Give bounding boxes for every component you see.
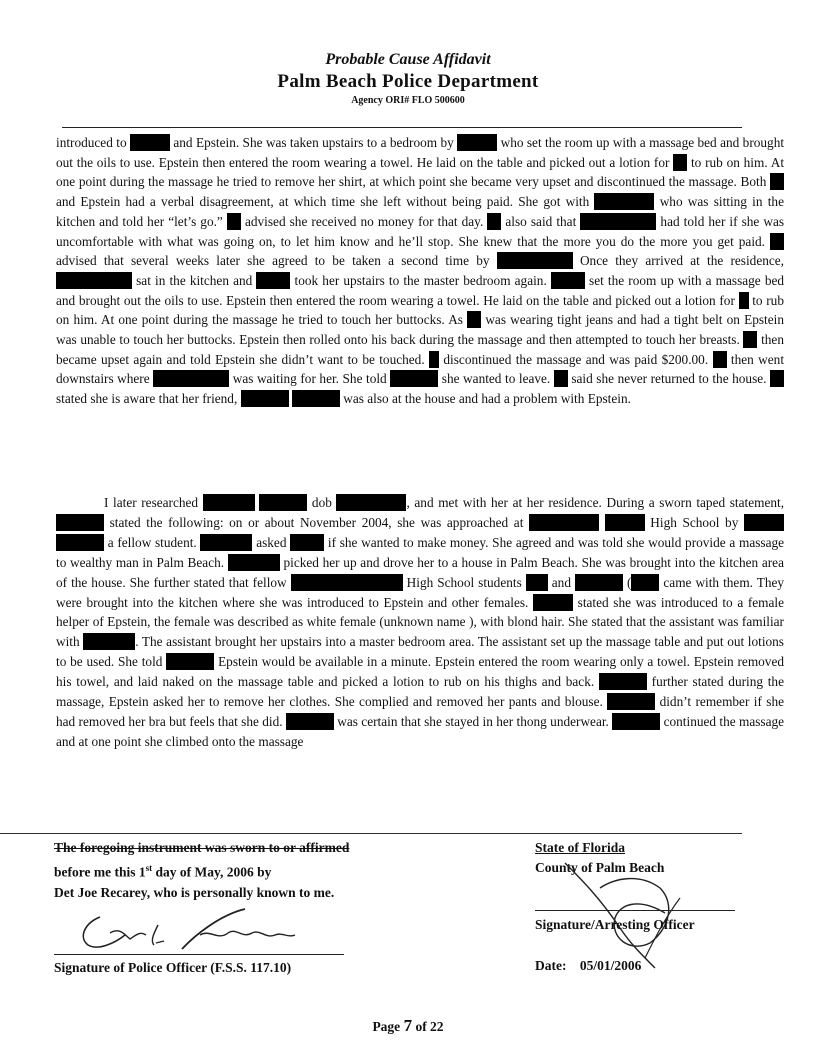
redaction-box (153, 370, 229, 387)
redaction-box (739, 292, 749, 309)
text-span: stated she was introduced to a female helper of Epstein, the female was described as white female (unknown name ), with blond hair. She stated that the assistant was familiar with (56, 594, 785, 650)
redaction-box (673, 154, 687, 171)
redaction-box (336, 494, 406, 511)
redaction-box (291, 574, 403, 591)
redaction-box (487, 213, 501, 230)
text-span: asked (256, 534, 287, 550)
redaction-box (631, 574, 659, 591)
redaction-box (551, 272, 585, 289)
date-label: Date: (535, 958, 567, 973)
text-span: to rub on him. At one point during the massage he tried to touch her buttocks. As (56, 292, 784, 328)
text-span: who was sitting in the kitchen and told her “let’s go.” (56, 194, 784, 229)
text-span: introduced to (56, 135, 127, 150)
police-officer-signature (70, 905, 300, 960)
text-span: advised that several weeks later she agreed to be taken a second time by (56, 253, 490, 269)
redaction-box (166, 653, 214, 670)
redaction-box (612, 713, 660, 730)
text-span: if she wanted to make money. She agreed and was told she would provide a massage to wealthy man in Palm Beach. (56, 534, 785, 570)
arresting-signature-line (535, 910, 735, 911)
text-span: was also at the house and had a problem with Epstein. (343, 391, 631, 407)
date-row (535, 958, 641, 974)
redaction-box (203, 494, 255, 511)
text-span: , and met with her at her residence. During a sworn taped statement, (406, 495, 785, 510)
redaction-box (256, 272, 290, 289)
text-span: she wanted to leave. (441, 371, 551, 387)
sworn-superscript: st (145, 863, 153, 873)
text-span: Once they arrived at the residence, (579, 253, 784, 269)
arresting-officer-label: Signature/Arresting Officer (535, 917, 695, 932)
text-span: advised she received no money for that day. (244, 213, 484, 229)
redaction-box (607, 693, 655, 710)
redaction-box (228, 554, 280, 571)
text-span: didn’t remember if she had removed her bra but feels that she did. (56, 694, 784, 729)
text-span: dob (311, 495, 332, 510)
redaction-box (241, 390, 289, 407)
redaction-box (56, 514, 104, 531)
text-span: was waiting for her. She told (232, 371, 387, 387)
redaction-box (56, 534, 104, 551)
redaction-box (770, 233, 784, 250)
redaction-box (526, 574, 548, 591)
text-span: . The assistant brought her upstairs into a master bedroom area. The assistant set up the massage table and put out lotions to be used. She told (56, 634, 784, 670)
text-span: and Epstein had a verbal disagreement, at which time she left without being paid. She got with (56, 194, 590, 210)
text-span: said she never returned to the house. (571, 371, 767, 387)
text-span: picked her up and drove her to a house in Palm Beach. She was brought into the kitchen area of the house. She further stated that fellow (56, 554, 784, 590)
footer-divider (0, 833, 742, 834)
redaction-box (259, 494, 307, 511)
text-span: I later researched (104, 495, 199, 510)
page-current: 7 (403, 1016, 413, 1035)
agency-ori: Agency ORI# FLO 500600 (351, 95, 465, 106)
redaction-box (575, 574, 623, 591)
redaction-box (580, 213, 656, 230)
text-span: a fellow student. (107, 534, 197, 550)
sworn-line-3: Det Joe Recarey, who is personally known to me. (54, 884, 335, 900)
text-span: then went downstairs where (56, 351, 785, 387)
redaction-box (497, 252, 573, 269)
redaction-box (743, 331, 757, 348)
redaction-box (200, 534, 252, 551)
text-span: then became upset again and told Epstein she didn’t want to be touched. (56, 332, 784, 367)
redaction-box (56, 272, 132, 289)
text-span: who set the room up with a massage bed and brought out the oils to use. Epstein then entered the room wearing a towel. He laid on the table and picked out a lotion for (56, 135, 785, 170)
county-name: County of Palm Beach (535, 860, 665, 875)
text-span: High School students (406, 574, 522, 590)
redaction-box (390, 370, 438, 387)
page-total: of 22 (412, 1019, 444, 1034)
police-signature-line (54, 954, 344, 955)
text-span: took her upstairs to the master bedroom again. (294, 272, 547, 288)
redaction-box (467, 311, 481, 328)
department-name: Palm Beach Police Department (277, 71, 539, 92)
text-span: High School by (650, 514, 739, 530)
redaction-box (605, 514, 645, 531)
affidavit-title: Probable Cause Affidavit (325, 51, 491, 68)
text-span: sat in the kitchen and (136, 272, 253, 288)
redaction-box (429, 351, 439, 368)
text-span: was wearing tight jeans and had a tight belt on Epstein was unable to touch her buttocks. Epstein then rolled onto his back during the massage and then attempted to touch her breasts. (56, 312, 784, 348)
text-span: to rub on him. At one point during the massage he tried to remove her shirt, at which point she became very upset and discontinued the massage. Both (56, 154, 785, 190)
text-span: and Epstein. She was taken upstairs to a bedroom by (173, 135, 454, 150)
redaction-box (744, 514, 784, 531)
redaction-box (290, 534, 324, 551)
redaction-box (533, 594, 573, 611)
redaction-box (457, 134, 497, 151)
redaction-box (529, 514, 599, 531)
redaction-box (227, 213, 241, 230)
redaction-box (83, 633, 135, 650)
redaction-box (599, 673, 647, 690)
narrative-paragraph-2 (56, 493, 784, 752)
narrative-paragraph-1 (56, 133, 784, 409)
sworn-line-2: before me this 1 (54, 864, 146, 880)
text-span: and (551, 574, 571, 590)
text-span: had told her if she was uncomfortable with what was going on, to let him know and he’ll stop. She knew that the more you do the more you get paid. (56, 213, 785, 249)
text-span: continued the massage and at one point she climbed onto the massage (56, 713, 785, 749)
affidavit-header (0, 50, 816, 108)
sworn-statement (54, 838, 349, 903)
page-number (0, 1016, 816, 1036)
redaction-box (286, 713, 334, 730)
redaction-box (130, 134, 170, 151)
text-span: further stated during the massage, Epstein asked her to remove her clothes. She complied and removed her pants and blouse. (56, 674, 784, 710)
sworn-line-2b: day of May, 2006 by (152, 864, 272, 880)
text-span: stated the following: on or about November 2004, she was approached at (109, 514, 524, 530)
police-officer-signature-label: Signature of Police Officer (F.S.S. 117.10) (54, 960, 292, 975)
text-span: set the room up with a massage bed and brought out the oils to use. Epstein then entered the room wearing a towel. He laid on the table and picked out a lotion for (56, 272, 785, 308)
redaction-box (770, 370, 784, 387)
redaction-box (292, 390, 340, 407)
sworn-line-1: The foregoing instrument was sworn to or affirmed (54, 840, 350, 855)
text-span: Epstein would be available in a minute. Epstein entered the room wearing only a towel. Epstein removed his towel, and laid naked on the massage table and picked a lotion to rub on his thighs and back. (56, 654, 785, 690)
date-value: 05/01/2006 (579, 958, 642, 973)
state-name: State of Florida (535, 840, 625, 855)
text-span: discontinued the massage and was paid $200.00. (443, 351, 709, 367)
text-span: ( (626, 574, 632, 590)
redaction-box (554, 370, 568, 387)
text-span: also said that (505, 213, 577, 229)
page-prefix: Page (372, 1019, 404, 1034)
redaction-box (713, 351, 727, 368)
text-span: came with them. They were brought into the kitchen where she was introduced to Epstein and other females. (56, 574, 785, 610)
text-span: was certain that she stayed in her thong underwear. (337, 713, 609, 729)
redaction-box (770, 173, 784, 190)
redaction-box (594, 193, 654, 210)
text-span: stated she is aware that her friend, (56, 391, 238, 407)
header-divider (62, 127, 742, 128)
